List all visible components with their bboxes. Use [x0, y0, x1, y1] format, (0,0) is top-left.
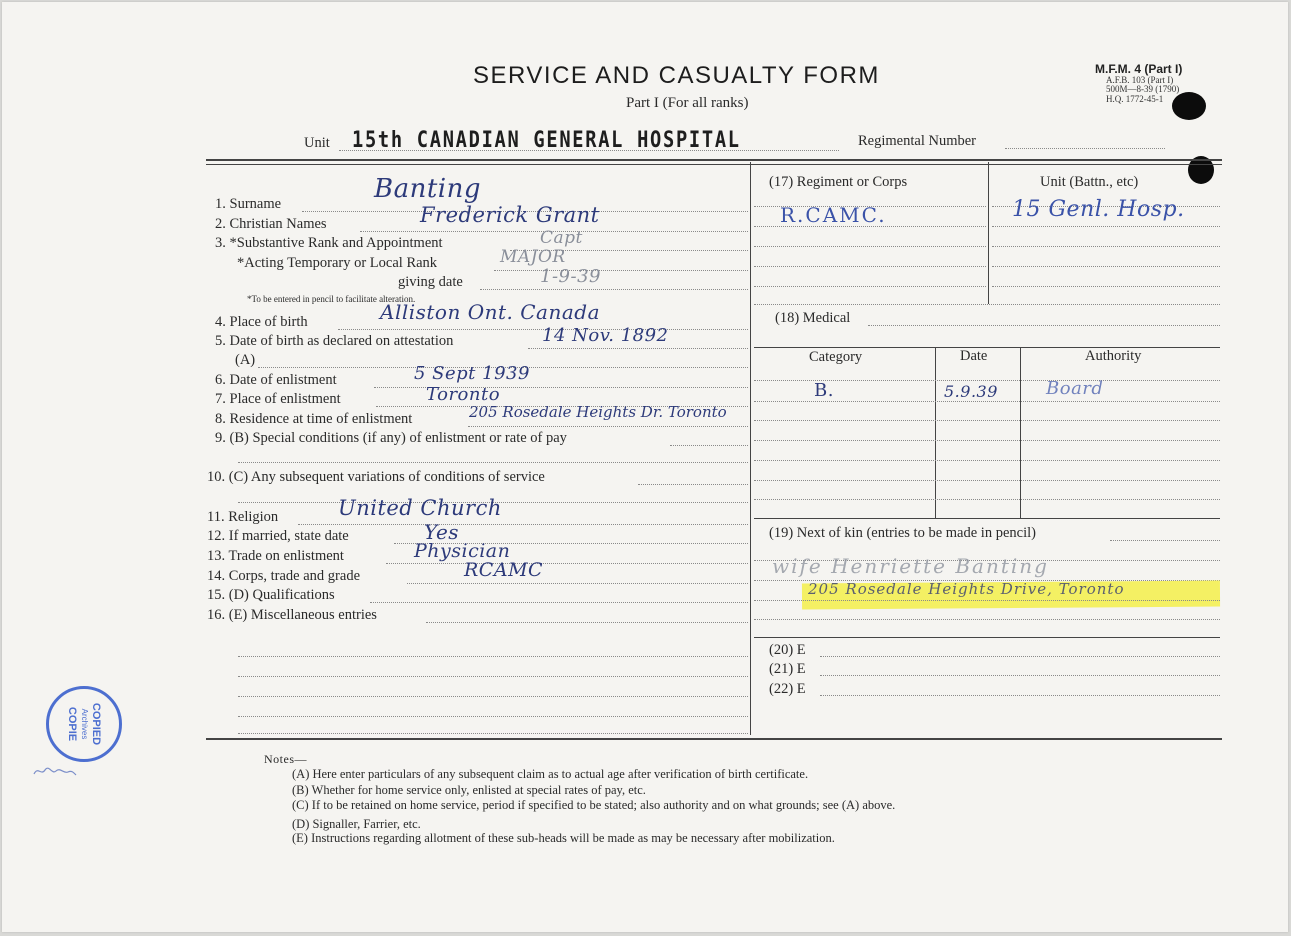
married-value: Yes [424, 520, 460, 544]
authority-value: Board [1046, 378, 1104, 399]
residence-dots [468, 426, 748, 427]
bottom-rule [206, 738, 1222, 740]
religion-label: Religion [228, 509, 279, 525]
misc-entries-dots [426, 622, 748, 623]
form-code-line1: A.F.B. 103 (Part I) [1106, 75, 1174, 85]
item-a-label: (A) [235, 352, 256, 368]
next-of-kin-dots [1110, 540, 1220, 541]
note-b: (B) Whether for home service only, enlisted at special rates of pay, etc. [292, 783, 646, 797]
entry-21-label: (21) E [769, 661, 806, 677]
acting-rank-dots [494, 270, 748, 271]
item-4-num: 4. [215, 314, 226, 330]
unit-value: 15th CANADIAN GENERAL HOSPITAL [352, 128, 741, 153]
item-6-num: 6. [215, 372, 226, 388]
date-of-enlistment-value: 5 Sept 1939 [414, 363, 530, 384]
misc-entries-label: (E) Miscellaneous entries [228, 607, 377, 623]
unit-dots-3 [992, 246, 1220, 247]
center-divider [750, 162, 751, 735]
special-conditions-dots-2 [238, 462, 748, 463]
note-c: (C) If to be retained on home service, period if specified to be stated; also authority and on what grounds; see (A) above. [292, 798, 896, 812]
unit-label: Unit [304, 135, 330, 151]
item-13-num: 13. [207, 548, 226, 564]
trade-label: Trade on enlistment [228, 548, 344, 564]
next-of-kin-name: wife Henriette Banting [772, 554, 1049, 578]
corps-trade-grade-dots [407, 583, 748, 584]
unit-dots-2 [992, 226, 1220, 227]
date-of-enlistment-label: Date of enlistment [229, 372, 337, 388]
date-label: Date [960, 348, 988, 364]
item-8-num: 8. [215, 411, 226, 427]
medical-row-dots-7 [754, 499, 1220, 500]
regiment-dots-6 [754, 304, 1220, 305]
misc-dots-5 [238, 716, 748, 717]
residence-value: 205 Rosedale Heights Dr. Toronto [469, 403, 727, 421]
date-of-birth-label: Date of birth as declared on attestation [229, 333, 454, 349]
unit-dots-5 [992, 286, 1220, 287]
giving-date-label: giving date [398, 274, 463, 290]
nok-bottom-rule [754, 637, 1220, 638]
regiment-dots-3 [754, 246, 986, 247]
item-2-num: 2. [215, 216, 226, 232]
medical-divider-1 [935, 347, 936, 519]
stamp-middle-text: Archives [80, 708, 89, 740]
qualifications-label: (D) Qualifications [228, 587, 335, 603]
giving-date-dots [480, 289, 748, 290]
medical-row-dots-2 [754, 401, 1220, 402]
item-11-num: 11. [207, 509, 225, 525]
next-of-kin-label: (19) Next of kin (entries to be made in pencil) [769, 525, 1036, 541]
qualifications-dots [370, 602, 748, 603]
surname-label: Surname [229, 196, 282, 212]
next-of-kin-dots-5 [754, 619, 1220, 620]
medical-row-dots-3 [754, 420, 1220, 421]
religion-dots [298, 524, 748, 525]
substantive-rank-label: *Substantive Rank and Appointment [229, 235, 443, 251]
entry-20-dots [820, 656, 1220, 657]
place-of-birth-value: Alliston Ont. Canada [380, 300, 600, 324]
top-rule-thin [206, 164, 1222, 165]
corps-trade-grade-label: Corps, trade and grade [228, 568, 361, 584]
place-of-enlistment-value: Toronto [426, 384, 501, 405]
service-casualty-form [2, 2, 1288, 932]
subsequent-variations-label: (C) Any subsequent variations of conditions of service [228, 469, 545, 485]
next-of-kin-dots-4 [754, 600, 1220, 601]
unit-divider [988, 162, 989, 304]
medical-label: (18) Medical [775, 310, 851, 326]
entry-20-label: (20) E [769, 642, 806, 658]
regiment-corps-label: (17) Regiment or Corps [769, 174, 908, 190]
misc-dots-4 [238, 696, 748, 697]
medical-date-value: 5.9.39 [944, 382, 998, 401]
regimental-number-label: Regimental Number [858, 133, 976, 149]
special-conditions-dots [670, 445, 748, 446]
pencil-note: *To be entered in pencil to facilitate alteration. [247, 294, 416, 304]
unit-dots-4 [992, 266, 1220, 267]
married-label: If married, state date [228, 528, 349, 544]
item-12-num: 12. [207, 528, 226, 544]
date-of-birth-dots [528, 348, 748, 349]
religion-value: United Church [338, 496, 502, 520]
form-code-line3: H.Q. 1772-45-1 [1106, 94, 1164, 104]
item-5-num: 5. [215, 333, 226, 349]
giving-date-value: 1-9-39 [540, 266, 601, 287]
note-d: (D) Signaller, Farrier, etc. [292, 817, 421, 831]
entry-22-label: (22) E [769, 681, 806, 697]
item-9-num: 9. [215, 430, 226, 446]
christian-names-value: Frederick Grant [420, 203, 600, 227]
unit-battn-label: Unit (Battn., etc) [1040, 174, 1139, 190]
regiment-dots-2 [754, 226, 986, 227]
misc-dots-2 [238, 656, 748, 657]
christian-names-label: Christian Names [229, 216, 327, 232]
initials-scribble-icon [32, 764, 78, 778]
item-7-num: 7. [215, 391, 226, 407]
archives-stamp [46, 686, 122, 762]
place-of-enlistment-label: Place of enlistment [229, 391, 341, 407]
top-rule [206, 159, 1222, 161]
medical-dots [868, 325, 1220, 326]
substantive-rank-value: Capt [540, 228, 583, 248]
form-code: M.F.M. 4 (Part I) [1095, 62, 1183, 76]
category-label: Category [809, 349, 863, 365]
entry-22-dots [820, 695, 1220, 696]
surname-value: Banting [374, 174, 482, 204]
medical-row-dots-5 [754, 460, 1220, 461]
regiment-dots-5 [754, 286, 986, 287]
item-3-num: 3. [215, 235, 226, 251]
trade-dots [386, 563, 748, 564]
residence-label: Residence at time of enlistment [229, 411, 413, 427]
next-of-kin-address: 205 Rosedale Heights Drive, Toronto [808, 580, 1125, 598]
regiment-dots-4 [754, 266, 986, 267]
place-of-birth-label: Place of birth [229, 314, 308, 330]
note-a: (A) Here enter particulars of any subsequent claim as to actual age after verification of birth certificate. [292, 767, 809, 781]
subsequent-variations-dots [638, 484, 748, 485]
medical-row-dots-6 [754, 480, 1220, 481]
form-subtitle: Part I (For all ranks) [626, 95, 749, 111]
medical-bottom-rule [754, 518, 1220, 519]
unit-battn-value: 15 Genl. Hosp. [1012, 197, 1185, 222]
stamp-bottom-text: COPIE [66, 706, 78, 742]
trade-value: Physician [414, 540, 511, 562]
item-15-num: 15. [207, 587, 226, 603]
corps-trade-grade-value: RCAMC [464, 559, 544, 581]
note-e: (E) Instructions regarding allotment of these sub-heads will be made as may be necessary after mobilization. [292, 831, 835, 845]
notes-heading: Notes— [264, 752, 307, 766]
item-1-num: 1. [215, 196, 226, 212]
regiment-value: R.CAMC. [780, 203, 887, 227]
date-of-birth-value: 14 Nov. 1892 [542, 325, 669, 346]
special-conditions-label: (B) Special conditions (if any) of enlistment or rate of pay [229, 430, 567, 446]
medical-row-dots-4 [754, 440, 1220, 441]
punch-hole-top [1172, 92, 1206, 120]
category-value: B. [814, 380, 834, 401]
entry-21-dots [820, 675, 1220, 676]
acting-rank-value: MAJOR [500, 247, 566, 267]
acting-rank-label: *Acting Temporary or Local Rank [237, 255, 438, 271]
form-code-line2: 500M—8-39 (1790) [1106, 84, 1180, 94]
stamp-top-text: COPIED [90, 702, 102, 746]
misc-dots-6 [238, 733, 748, 734]
form-title: SERVICE AND CASUALTY FORM [473, 62, 880, 89]
item-14-num: 14. [207, 568, 226, 584]
item-10-num: 10. [207, 469, 226, 485]
regimental-number-dots [1005, 148, 1165, 149]
medical-divider-2 [1020, 347, 1021, 519]
misc-dots-3 [238, 676, 748, 677]
stamp-initials [32, 764, 78, 781]
authority-label: Authority [1085, 348, 1142, 364]
item-16-num: 16. [207, 607, 226, 623]
